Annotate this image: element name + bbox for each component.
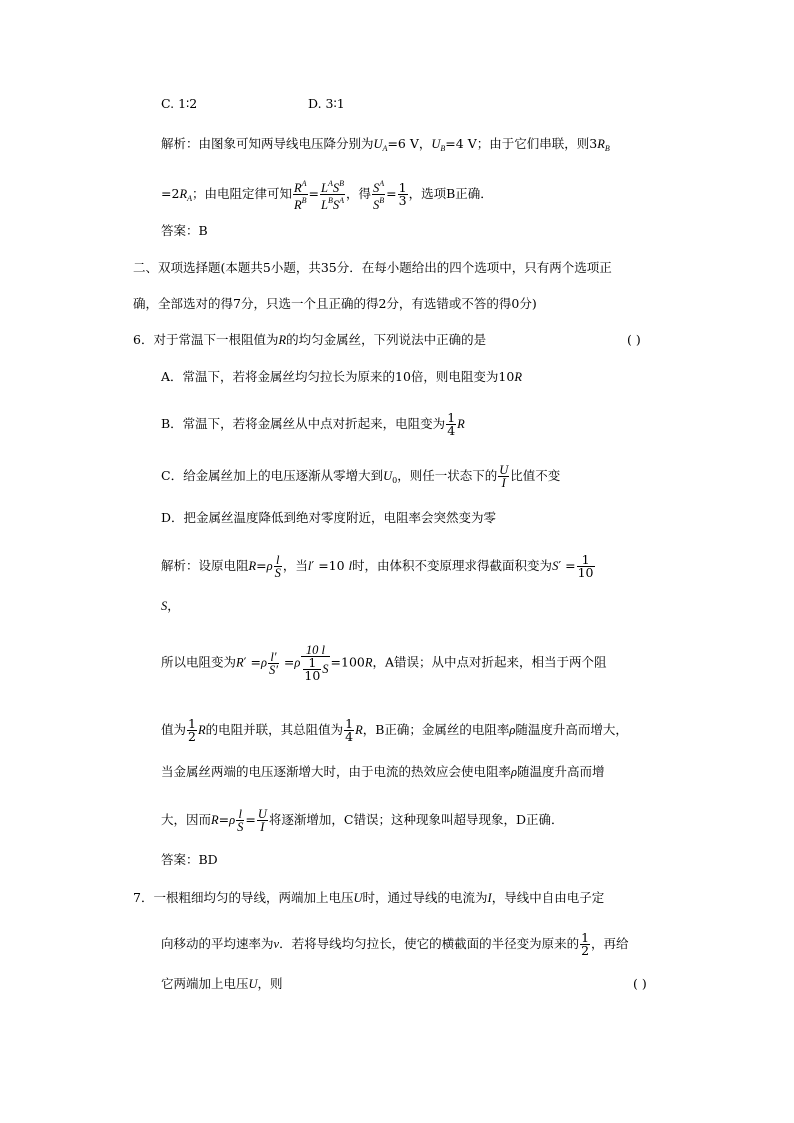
q5-solution-line1: 解析：由图象可知两导线电压降分别为$U_A=6$ V，$U_B=4$ V；由于它们串联，则$3R_B$ bbox=[161, 136, 610, 153]
q6-solution-line4: 当金属丝两端的电压逐渐增大时，由于电流的热效应会使电阻率ρ随温度升高而增 bbox=[161, 764, 605, 779]
q6-solution-line3: 值为 $\frac{1}{2}$ R的电阻并联，其总阻值为 $\frac{1}{4}$ R，B正确；金属丝的电阻率ρ随温度升高而增大， bbox=[161, 716, 628, 744]
q6-stem: 6．对于常温下一根阻值为R的均匀金属丝，下列说法中正确的是 bbox=[133, 332, 487, 347]
resistance-ratio-fraction: $\frac{R^A}{R^B}$ bbox=[293, 179, 307, 212]
q5-solution-line2: $=2R_A$；由电阻定律可知 $\frac{R^A}{R^B}$ = $\frac{L^AS^B}{L^BS^A}$ ，得 $\frac{S^A}{S^B}$ = $\frac{1}{3}$ ，选项B正确． bbox=[161, 179, 493, 212]
q5-option-c: C. 1∶2 bbox=[161, 96, 198, 111]
one-third-fraction: $\frac{1}{3}$ bbox=[398, 180, 407, 208]
q6-option-c: C．给金属丝加上的电压逐渐从零增大到$U_0$，则任一状态下的 $\frac{U}{I}$ 比值不变 bbox=[161, 463, 561, 490]
q6-option-d: D．把金属丝温度降低到绝对零度附近，电阻率会突然变为零 bbox=[161, 510, 497, 525]
area-ratio-fraction: $\frac{S^A}{S^B}$ bbox=[373, 179, 385, 212]
section2-heading-line1: 二、双项选择题(本题共5小题，共35分．在每小题给出的四个选项中，只有两个选项正 bbox=[133, 260, 612, 275]
length-area-ratio-fraction: $\frac{L^AS^B}{L^BS^A}$ bbox=[321, 179, 344, 212]
q6-solution-line1-cont: S， bbox=[161, 598, 180, 613]
q6-answer-bracket: ( ) bbox=[627, 332, 641, 347]
q6-option-b: B．常温下，若将金属丝从中点对折起来，电阻变为 $\frac{1}{4}$ R bbox=[161, 410, 465, 438]
section2-heading-line2: 确，全部选对的得7分，只选一个且正确的得2分，有选错或不答的得0分) bbox=[133, 296, 537, 311]
q6-solution-line1: 解析：设原电阻R=ρ $\frac{l}{S}$ ，当l′ =10 l时，由体积不变原理求得截面积变为S′ = $\frac{1}{10}$ bbox=[161, 552, 594, 580]
q7-answer-bracket: ( ) bbox=[633, 976, 647, 991]
q7-stem-line2: 向移动的平均速率为v．若将导线均匀拉长，使它的横截面的半径变为原来的 $\frac{1}{2}$ ，再给 bbox=[161, 930, 629, 958]
q5-option-d: D. 3∶1 bbox=[308, 96, 345, 111]
q7-stem-line3: 它两端加上电压U，则 bbox=[161, 976, 283, 991]
q6-answer: 答案：BD bbox=[161, 852, 218, 867]
compound-fraction: 10 l $\frac{1}{10}$ S bbox=[301, 644, 329, 682]
q5-answer: 答案：B bbox=[161, 223, 208, 238]
q6-solution-line5: 大，因而R=ρ $\frac{l}{S}$ = $\frac{U}{I}$ 将逐渐增加，C错误；这种现象叫超导现象，D正确． bbox=[161, 807, 564, 834]
q6-option-a: A．常温下，若将金属丝均匀拉长为原来的10倍，则电阻变为10R bbox=[161, 369, 522, 384]
q7-stem-line1: 7．一根粗细均匀的导线，两端加上电压U时，通过导线的电流为I，导线中自由电子定 bbox=[133, 890, 605, 905]
q6-solution-line2: 所以电阻变为R′ =ρ $\frac{l'}{S'}$ =ρ 10 l $\frac{1}{10}$ S =100R，A错误；从中点对折起来，相当于两个阻 bbox=[161, 643, 607, 683]
